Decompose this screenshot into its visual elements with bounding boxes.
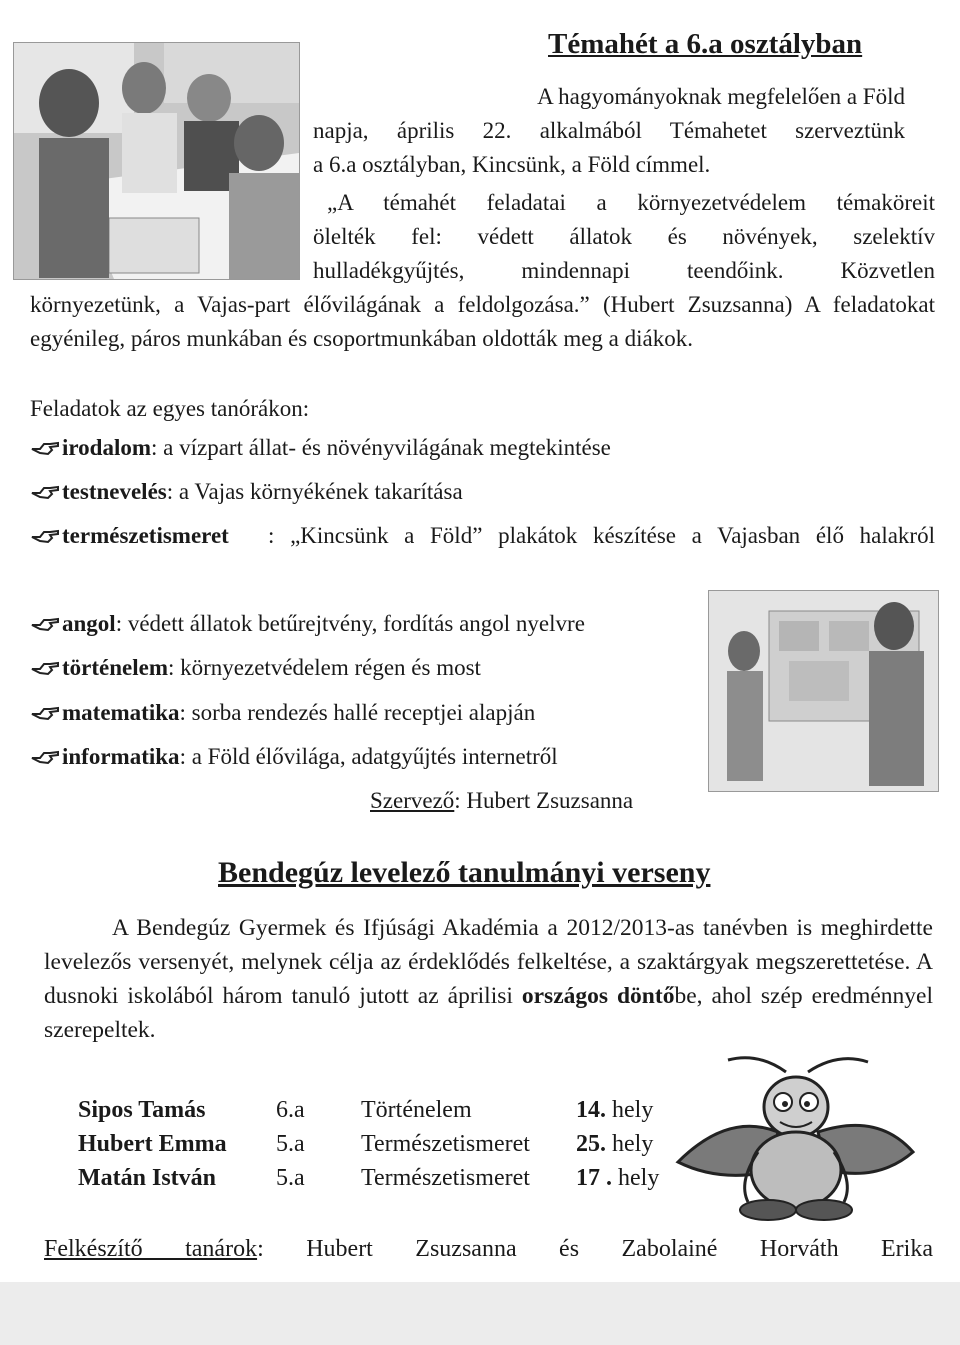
hand-pointing-icon [30,698,62,732]
hand-pointing-icon [30,742,62,776]
task-item-angol [30,607,585,643]
intro-paragraph [313,80,905,182]
task-item-irodalom [30,431,611,467]
theme-paragraph-continued: környezetünk, a Vajas-part élővilágának a feldolgozása.” (Hubert Zsuzsanna) A feladatokat egyénileg, páros munkában és csoportmunkában oldották meg a diákok. [30,292,935,351]
task-text: : a Föld élővilága, adatgyűjtés internetről [179,744,558,769]
table-row: Matán István 5.a Természetismeret 17 . hely [78,1164,660,1191]
task-item-testneveles [30,475,463,511]
theme-line-2: ölelték fel: védett állatok és növények, szelektív [313,224,935,249]
page-footer-band [0,1282,960,1345]
results-table [78,1093,659,1195]
girls-with-poster-photo [708,590,939,792]
intro-line-3: a 6.a osztályban, Kincsünk, a Föld címmel. [313,152,711,177]
task-subject: informatika [62,744,180,769]
hand-pointing-icon [30,609,62,643]
hand-pointing-icon [30,521,62,555]
task-subject: történelem [62,655,168,680]
task-item-matematika [30,696,535,732]
hand-pointing-icon [30,477,62,511]
teachers-line [44,1232,933,1266]
section-title-bendeguz: Bendegúz levelező tanulmányi verseny [218,856,711,889]
hand-pointing-icon [30,433,62,467]
intro-line-2: napja, április 22. alkalmából Témahetet szerveztünk [313,118,905,143]
task-text: : védett állatok betűrejtvény, fordítás angol nyelvre [115,611,585,636]
theme-line-1: „A témahét feladatai a környezetvédelem témaköreit [327,190,935,215]
table-row: Hubert Emma 5.a Természetismeret 25. hely [78,1130,654,1157]
task-subject: irodalom [62,435,152,460]
task-text: : „Kincsünk a Föld” plakátok készítése a Vajasban élő halakról [268,523,935,548]
bendeguz-paragraph: A Bendegúz Gyermek és Ifjúsági Akadémia a 2012/2013-as tanévben is meghirdette levelezős versenyét, melynek célja az érdeklődés felkeltése, a szaktárgyak megszerettetése. A dusnoki iskolából három tanuló jutott az áprilisi országos döntőbe, ahol szép eredménnyel szerepeltek. [44,915,933,1043]
organizer-line [370,784,633,818]
task-item-tortenelem [30,651,481,687]
cricket-cartoon-illustration [668,1052,920,1222]
task-item-informatika [30,740,558,776]
organizer-name: : Hubert Zsuzsanna [454,788,634,813]
teachers-label: Felkészítő tanárok [44,1236,258,1262]
section-title-temahet: Témahét a 6.a osztályban [548,28,863,60]
students-working-photo [13,42,300,280]
task-item-termeszetismeret [30,519,935,555]
table-row: Sipos Tamás 6.a Történelem 14. hely [78,1096,654,1123]
task-text: : környezetvédelem régen és most [168,655,481,680]
theme-line-3: hulladékgyűjtés, mindennapi teendőink. Közvetlen [313,258,935,283]
intro-line-1: A hagyományoknak megfelelően a Föld [537,84,905,109]
task-subject: testnevelés [62,479,167,504]
hand-pointing-icon [30,653,62,687]
organizer-label: Szervező [370,788,455,813]
task-subject: matematika [62,700,180,725]
task-subject: angol [62,611,116,636]
task-text: : sorba rendezés hallé receptjei alapján [179,700,536,725]
task-subject: természetismeret [62,523,229,548]
task-text: : a Vajas környékének takarítása [166,479,463,504]
theme-paragraph-part [313,186,935,288]
tasks-heading: Feladatok az egyes tanórákon: [30,396,310,421]
teachers-names: : Hubert Zsuzsanna és Zabolainé Horváth Erika [257,1236,933,1262]
task-text: : a vízpart állat- és növényvilágának megtekintése [151,435,611,460]
